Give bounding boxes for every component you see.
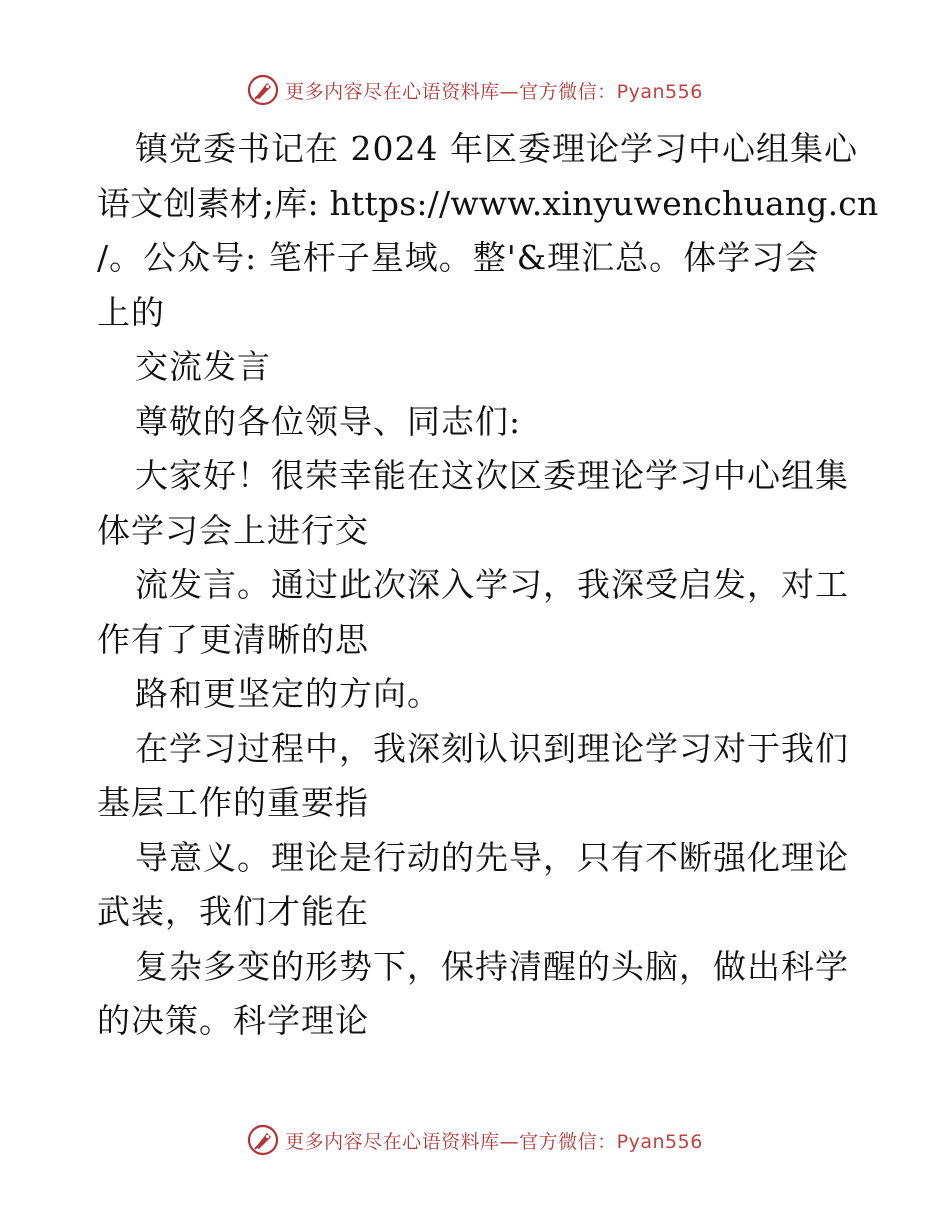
text-line: 路和更坚定的方向。: [135, 674, 441, 713]
wechat-id: Pyan556: [616, 80, 703, 103]
text-line: 语文创素材;库: https://www.xinyuwenchuang.cn: [97, 183, 879, 223]
text-line: 导意义。理论是行动的先导，只有不断强化理论: [135, 837, 849, 877]
text-line: /。公众号: 笔杆子星域。整'&理汇总。体学习会: [97, 238, 820, 277]
text-line: 作有了更清晰的思: [97, 619, 369, 659]
text-line: 体学习会上进行交: [97, 510, 369, 550]
salutation: 尊敬的各位领导、同志们:: [135, 401, 522, 441]
text-line: 流发言。通过此次深入学习，我深受启发，对工: [135, 565, 849, 604]
banner-text: 更多内容尽在心语资料库—官方微信：Pyan556: [285, 1130, 703, 1153]
text-line: 大家好！很荣幸能在这次区委理论学习中心组集: [135, 456, 849, 495]
footer-banner: [0, 1120, 950, 1160]
document-body: [97, 122, 879, 1049]
text-line: 的决策。科学理论: [97, 1001, 369, 1040]
wechat-id: Pyan556: [616, 1130, 703, 1153]
pen-nib-logo-icon: [247, 74, 279, 106]
text-line: 复杂多变的形势下，保持清醒的头脑，做出科学: [135, 946, 849, 986]
text-line: 武装，我们才能在: [97, 892, 369, 931]
pen-nib-logo-icon: [247, 1124, 279, 1156]
text-line: 在学习过程中，我深刻认识到理论学习对于我们: [135, 728, 849, 768]
text-line: 基层工作的重要指: [97, 783, 369, 822]
banner-text: 更多内容尽在心语资料库—官方微信：Pyan556: [285, 80, 703, 103]
header-banner: [0, 70, 950, 110]
document-title: 交流发言: [135, 347, 271, 386]
text-line: 上的: [97, 292, 165, 332]
text-line: 镇党委书记在 2024 年区委理论学习中心组集心: [135, 129, 858, 168]
